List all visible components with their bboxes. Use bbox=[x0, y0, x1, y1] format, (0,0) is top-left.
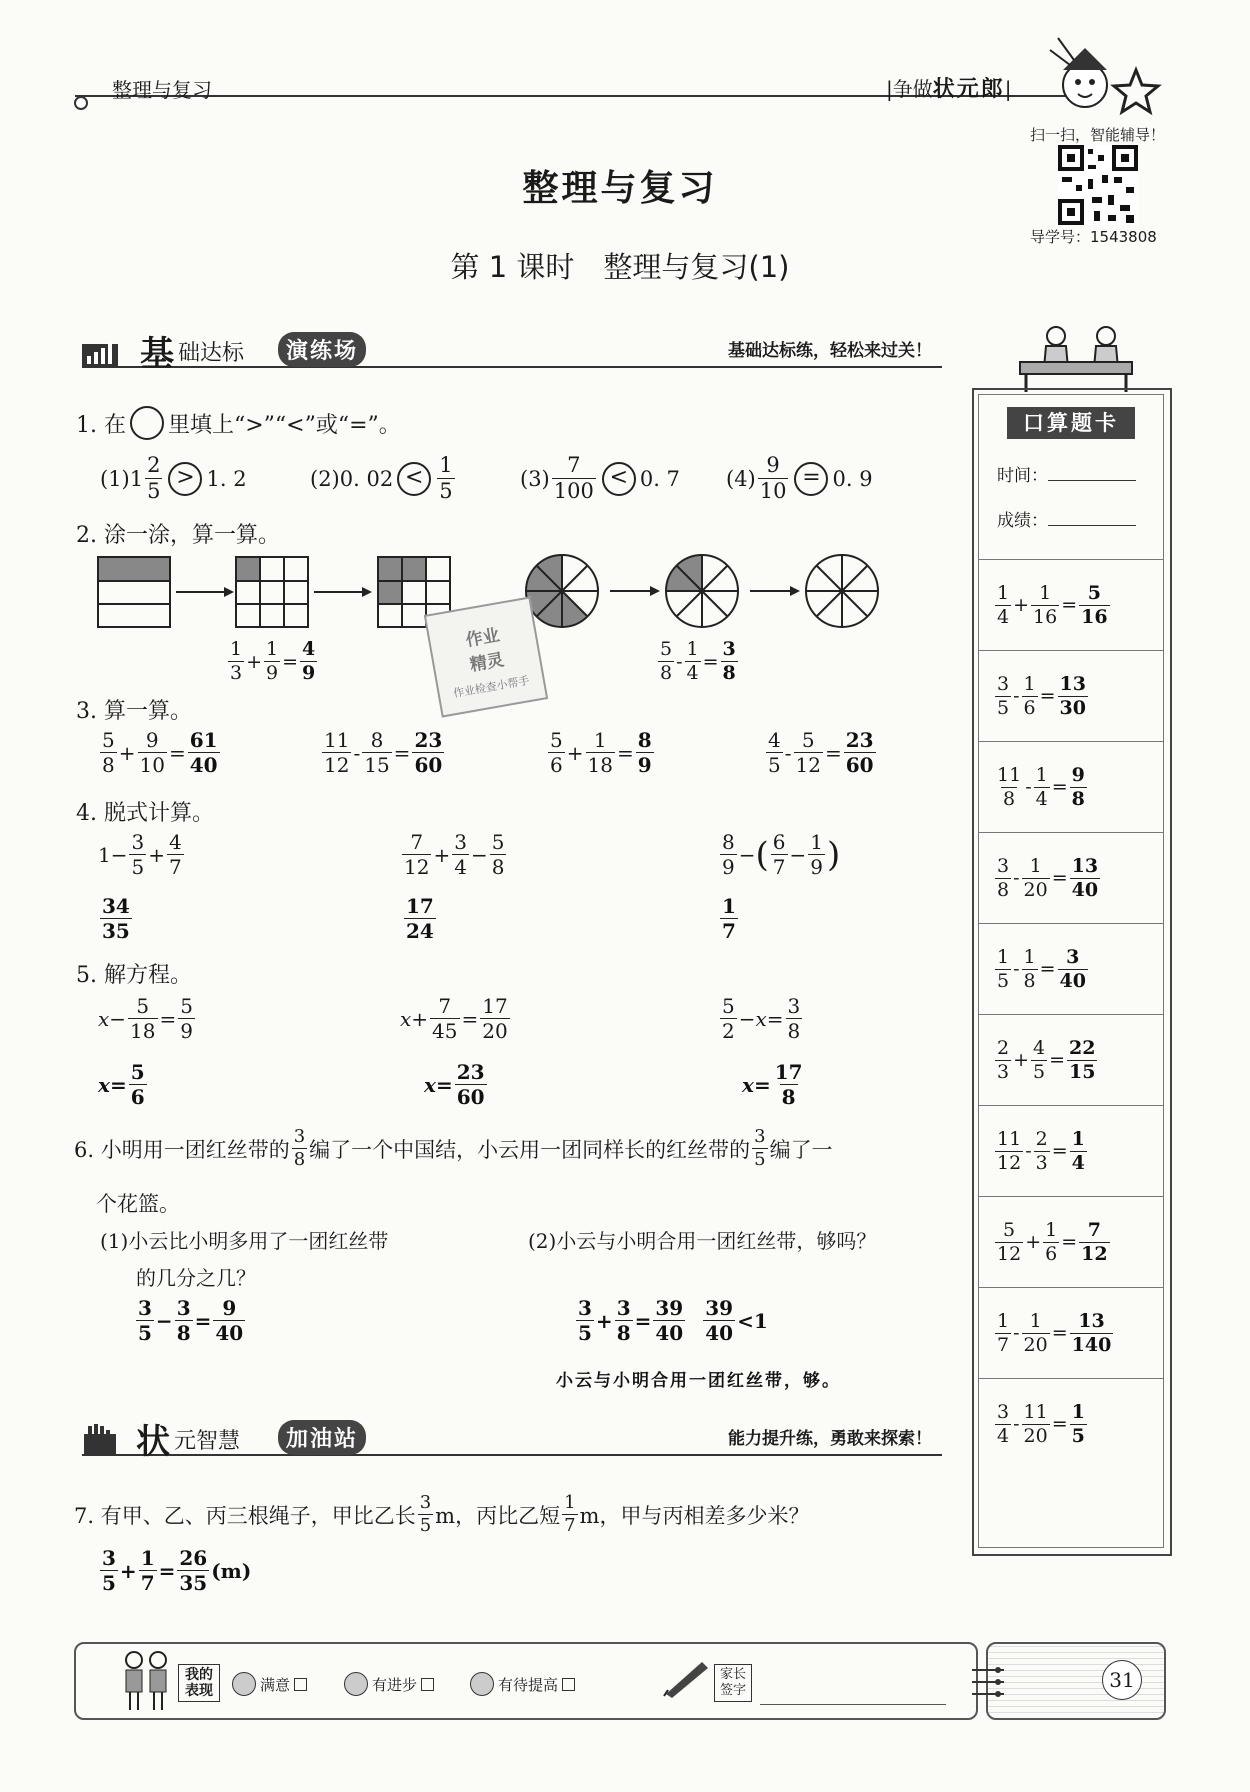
card-answer: $\frac{13}{40}$ bbox=[1071, 854, 1099, 901]
q4-expression-3: $\frac{8}{9}$ − ( $\frac{6}{7}$ − $\frac{1}{9}$ ) bbox=[722, 830, 841, 879]
rating-satisfied[interactable]: 满意 bbox=[232, 1672, 307, 1696]
q4-answer-3: $\frac{1}{7}$ bbox=[722, 894, 736, 943]
q5-answer-1: x = $\frac{5}{6}$ bbox=[98, 1060, 145, 1109]
section-wisdom-big: 状 bbox=[136, 1422, 170, 1462]
hand-icon bbox=[82, 1424, 118, 1454]
smile-icon bbox=[232, 1672, 256, 1696]
q5-answer-2: x = $\frac{23}{60}$ bbox=[424, 1060, 485, 1109]
card-score-row: 成绩： bbox=[997, 506, 1163, 531]
fraction: $\frac{9}{10}$ bbox=[759, 453, 787, 503]
checkbox-satisfied[interactable] bbox=[294, 1678, 307, 1691]
lesson-subtitle: 第 1 课时 整理与复习(1) bbox=[450, 250, 790, 284]
card-item: $\frac{1}{4}$ + $\frac{1}{16}$ = $\frac{5}{16}$ bbox=[979, 559, 1163, 650]
oral-calc-card-inner bbox=[978, 394, 1164, 1548]
bar-chart-icon bbox=[82, 338, 118, 366]
fraction: $\frac{2}{5}$ bbox=[147, 453, 161, 503]
q5-title: 5. 解方程。 bbox=[76, 963, 192, 988]
compare-circle[interactable]: = bbox=[794, 462, 828, 496]
q3-title: 3. 算一算。 bbox=[76, 699, 192, 724]
card-item: $\frac{3}{4}$ - $\frac{11}{20}$ = $\frac{1}{5}$ bbox=[979, 1378, 1163, 1469]
card-time-row: 时间： bbox=[997, 461, 1163, 486]
q5-answer-3: x = $\frac{17}{8}$ bbox=[742, 1060, 803, 1109]
pen-icon bbox=[662, 1658, 712, 1698]
card-items bbox=[979, 559, 1163, 1469]
checkbox-improved[interactable] bbox=[421, 1678, 434, 1691]
qr-code-icon[interactable] bbox=[1058, 145, 1138, 225]
q6-sub1-line2: 的几分之几？ bbox=[136, 1266, 256, 1290]
section-basic-slogan: 基础达标练，轻松来过关！ bbox=[728, 341, 932, 361]
grin-icon bbox=[344, 1672, 368, 1696]
header-dot-icon bbox=[74, 96, 88, 110]
card-item: $\frac{1}{5}$ - $\frac{1}{8}$ = $\frac{3}{40}$ bbox=[979, 923, 1163, 1014]
ring-binding-icon bbox=[968, 1662, 1008, 1702]
card-answer: $\frac{13}{140}$ bbox=[1071, 1309, 1112, 1356]
compare-circle[interactable]: > bbox=[168, 462, 202, 496]
q2-rect-diagram bbox=[96, 555, 456, 630]
section-wisdom-bar bbox=[82, 1418, 942, 1462]
q4-answer-2: $\frac{17}{24}$ bbox=[406, 894, 434, 943]
q6-question-cont: 个花篮。 bbox=[96, 1192, 180, 1216]
card-answer: $\frac{9}{8}$ bbox=[1071, 763, 1085, 810]
q1-item-4: (4) $\frac{9}{10}$ = 0. 9 bbox=[726, 453, 873, 503]
checkbox-needs-work[interactable] bbox=[562, 1678, 575, 1691]
compare-circle[interactable]: < bbox=[602, 462, 636, 496]
section-wisdom-rest: 元智慧 bbox=[174, 1429, 241, 1454]
q1-item-2: (2)0. 02 < $\frac{1}{5}$ bbox=[310, 453, 453, 503]
q6-sub1-line1: (1)小云比小明多用了一团红丝带 bbox=[100, 1229, 389, 1253]
card-item: $\frac{3}{5}$ - $\frac{1}{6}$ = $\frac{13}{30}$ bbox=[979, 650, 1163, 741]
page-number-box bbox=[986, 1642, 1166, 1720]
q5-equation-3: $\frac{5}{2}$ − x = $\frac{3}{8}$ bbox=[722, 994, 801, 1043]
section-basic-big: 基 bbox=[140, 334, 174, 374]
fraction: $\frac{1}{5}$ bbox=[439, 453, 453, 503]
q5-equation-2: x + $\frac{7}{45}$ = $\frac{17}{20}$ bbox=[400, 994, 508, 1043]
card-item: $\frac{2}{3}$ + $\frac{4}{5}$ = $\frac{22}{15}$ bbox=[979, 1014, 1163, 1105]
card-answer: $\frac{1}{5}$ bbox=[1071, 1400, 1085, 1447]
header-section: 整理与复习 bbox=[112, 78, 212, 102]
compare-circle[interactable]: < bbox=[397, 462, 431, 496]
q5-equation-1: x − $\frac{5}{18}$ = $\frac{5}{9}$ bbox=[98, 994, 193, 1043]
my-performance-label: 我的表现 bbox=[178, 1664, 220, 1702]
card-answer: $\frac{13}{30}$ bbox=[1059, 672, 1086, 719]
q4-title: 4. 脱式计算。 bbox=[76, 801, 214, 826]
card-answer: $\frac{1}{4}$ bbox=[1071, 1127, 1085, 1174]
q4-expression-2: $\frac{7}{12}$ + $\frac{3}{4}$ − $\frac{5}{8}$ bbox=[404, 830, 505, 879]
guide-number: 导学号：1543808 bbox=[1030, 228, 1157, 246]
card-item: $\frac{3}{8}$ - $\frac{1}{20}$ = $\frac{13}{40}$ bbox=[979, 832, 1163, 923]
card-answer: $\frac{5}{16}$ bbox=[1081, 581, 1108, 628]
q2-equation-2: $\frac{5}{8}$ - $\frac{1}{4}$ = $\frac{3}{8}$ bbox=[660, 638, 736, 684]
q2-title: 2. 涂一涂，算一算。 bbox=[76, 523, 280, 548]
kids-icon bbox=[120, 1650, 172, 1712]
page-number: 31 bbox=[1102, 1660, 1142, 1700]
rating-needs-work[interactable]: 有待提高 bbox=[470, 1672, 575, 1696]
card-answer: $\frac{3}{40}$ bbox=[1059, 945, 1086, 992]
card-title: 口算题卡 bbox=[1007, 407, 1135, 439]
fraction: $\frac{7}{100}$ bbox=[553, 453, 594, 503]
card-item: $\frac{1}{7}$ - $\frac{1}{20}$ = $\frac{13}{140}$ bbox=[979, 1287, 1163, 1378]
q6-answer-2: $\frac{3}{5}$ + $\frac{3}{8}$ = $\frac{39}{40}$ $\frac{39}{40}$ <1 bbox=[578, 1296, 768, 1345]
q1-item-3: (3) $\frac{7}{100}$ < 0. 7 bbox=[520, 453, 680, 503]
q2-circle-diagram bbox=[522, 553, 892, 633]
q1-circle-icon bbox=[130, 406, 164, 440]
q1-title: 1. 在 里填上“>”“<”或“=”。 bbox=[76, 406, 401, 440]
q6-sub2-answer: 小云与小明合用一团红丝带，够。 bbox=[556, 1371, 841, 1391]
card-item: $\frac{5}{12}$ + $\frac{1}{6}$ = $\frac{7}{12}$ bbox=[979, 1196, 1163, 1287]
time-field[interactable] bbox=[1048, 480, 1136, 481]
q6-answer-1: $\frac{3}{5}$ − $\frac{3}{8}$ = $\frac{9}{40}$ bbox=[138, 1296, 244, 1345]
card-answer: $\frac{7}{12}$ bbox=[1081, 1218, 1108, 1265]
section-wisdom-slogan: 能力提升练，勇敢来探索！ bbox=[728, 1429, 932, 1449]
neutral-face-icon bbox=[470, 1672, 494, 1696]
q4-expression-1: 1− $\frac{3}{5}$ + $\frac{4}{7}$ bbox=[98, 830, 182, 879]
q3-item-2: $\frac{11}{12}$ - $\frac{8}{15}$ = $\frac{23}{60}$ bbox=[324, 728, 443, 777]
q7-answer: $\frac{3}{5}$ + $\frac{1}{7}$ = $\frac{26}{35}$ (m) bbox=[102, 1546, 252, 1595]
card-item: $\frac{11}{12}$ - $\frac{2}{3}$ = $\frac{1}{4}$ bbox=[979, 1105, 1163, 1196]
q3-item-4: $\frac{4}{5}$ - $\frac{5}{12}$ = $\frac{23}{60}$ bbox=[768, 728, 874, 777]
q6-question: 6. 小明用一团红丝带的 $\frac{3}{8}$ 编了一个中国结，小云用一团同样长的红丝带的 $\frac{3}{5}$ 编了一 bbox=[74, 1126, 833, 1170]
header-slogan: |争做状元郎| bbox=[886, 77, 1012, 102]
card-answer: $\frac{22}{15}$ bbox=[1069, 1036, 1096, 1083]
section-basic-bar bbox=[82, 330, 942, 374]
score-field[interactable] bbox=[1048, 525, 1136, 526]
scan-text: 扫一扫，智能辅导！ bbox=[1030, 126, 1166, 144]
q1-item-1: (1)1 $\frac{2}{5}$ > 1. 2 bbox=[100, 453, 247, 503]
section-basic-badge: 演练场 bbox=[278, 332, 366, 367]
q7-question: 7. 有甲、乙、丙三根绳子，甲比乙长 $\frac{3}{5}$ m，丙比乙短 $\frac{1}{7}$ m，甲与丙相差多少米？ bbox=[74, 1492, 810, 1536]
students-desk-icon bbox=[1016, 322, 1136, 394]
rating-improved[interactable]: 有进步 bbox=[344, 1672, 434, 1696]
q4-answer-1: $\frac{34}{35}$ bbox=[102, 894, 130, 943]
page-title: 整理与复习 bbox=[522, 168, 718, 209]
card-item: $\frac{11}{8}$ - $\frac{1}{4}$ = $\frac{9}{8}$ bbox=[979, 741, 1163, 832]
q3-item-3: $\frac{5}{6}$ + $\frac{1}{18}$ = $\frac{8}{9}$ bbox=[550, 728, 652, 777]
q3-item-1: $\frac{5}{8}$ + $\frac{9}{10}$ = $\frac{61}{40}$ bbox=[102, 728, 218, 777]
homework-stamp: 作业 精灵 作业检查小帮手 bbox=[424, 596, 548, 717]
q6-sub2: (2)小云与小明合用一团红丝带，够吗？ bbox=[528, 1229, 877, 1253]
parent-sign-field[interactable] bbox=[760, 1704, 946, 1705]
parent-sign-label: 家长签字 bbox=[714, 1664, 752, 1702]
section-basic-rest: 础达标 bbox=[178, 341, 245, 366]
mascot-icon bbox=[1040, 30, 1170, 120]
section-wisdom-badge: 加油站 bbox=[278, 1420, 366, 1455]
q2-equation-1: $\frac{1}{3}$ + $\frac{1}{9}$ = $\frac{4}{9}$ bbox=[230, 638, 316, 684]
